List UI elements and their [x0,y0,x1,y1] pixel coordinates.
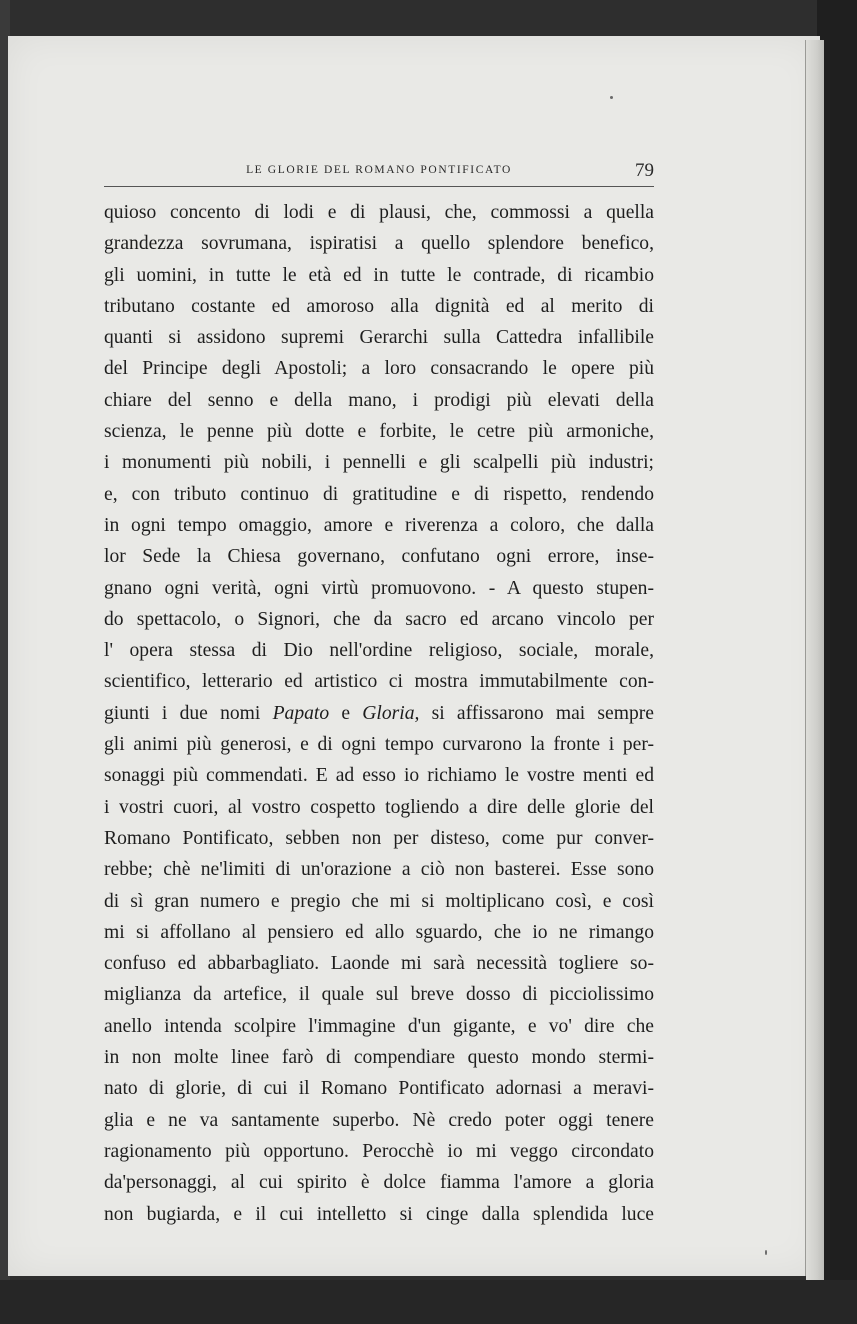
text-line: rebbe; chè ne'limiti di un'orazione a ciò non basterei. Esse sono [104,859,654,881]
text-line: lor Sede la Chiesa governano, confutano ogni errore, inse- [104,546,654,568]
text-line: e, con tributo continuo di gratitudine e di rispetto, rendendo [104,483,654,505]
text-line: glia e ne va santamente superbo. Nè credo poter oggi tenere [104,1109,654,1131]
paper-speck [610,96,613,99]
text-line: gnano ogni verità, ogni virtù promuovono. - A questo stupen- [104,577,654,599]
text-line: non bugiarda, e il cui intelletto si cinge dalla splendida luce [104,1203,654,1225]
text-line: del Principe degli Apostoli; a loro consacrando le opere più [104,358,654,380]
text-line: ragionamento più opportuno. Perocchè io mi veggo circondato [104,1140,654,1162]
text-line-with-italics [104,698,654,729]
text-line: quioso concento di lodi e di plausi, che, commossi a quella [104,202,654,223]
text-line: i vostri cuori, al vostro cospetto togliendo a dire delle glorie del [104,796,654,818]
italic-term-gloria: Gloria, [362,702,420,724]
text-segment: si affissarono mai sempre [419,702,654,724]
paper-speck [765,1250,767,1255]
text-line: i monumenti più nobili, i pennelli e gli scalpelli più industri; [104,452,654,474]
text-line: miglianza da artefice, il quale sul breve dosso di picciolissimo [104,984,654,1006]
text-line: in ogni tempo omaggio, amore e riverenza a coloro, che dalla [104,514,654,536]
italic-term-papato: Papato [272,702,330,724]
text-line: in non molte linee farò di compendiare questo mondo stermi- [104,1047,654,1069]
text-line: confuso ed abbarbagliato. Laonde mi sarà necessità togliere so- [104,953,654,975]
text-line: mi si affollano al pensiero ed allo sguardo, che io ne rimango [104,921,654,943]
text-line: anello intenda scolpire l'immagine d'un gigante, e vo' dire che [104,1015,654,1037]
text-line: gli animi più generosi, e di ogni tempo curvarono la fronte i per- [104,734,654,756]
running-head [104,160,654,184]
text-segment: giunti i due nomi [104,702,273,724]
page-edge-line [805,40,806,1276]
text-line: tributano costante ed amoroso alla dignità ed al merito di [104,295,654,317]
text-line: di sì gran numero e pregio che mi si moltiplicano così, e così [104,890,654,912]
text-segment: e [329,702,363,724]
running-head-title: LE GLORIE DEL ROMANO PONTIFICATO [246,164,512,176]
text-line: chiare del senno e della mano, i prodigi più elevati della [104,389,654,411]
text-line: l' opera stessa di Dio nell'ordine religioso, sociale, morale, [104,640,654,662]
page-number: 79 [635,160,654,181]
text-line: da'personaggi, al cui spirito è dolce fiamma l'amore a gloria [104,1172,654,1194]
text-line: quanti si assidono supremi Gerarchi sulla Cattedra infallibile [104,327,654,349]
text-line: scientifico, letterario ed artistico ci mostra immutabilmente con- [104,671,654,693]
text-line: nato di glorie, di cui il Romano Pontificato adornasi a meravi- [104,1078,654,1100]
text-line: scienza, le penne più dotte e forbite, le cetre più armoniche, [104,421,654,443]
text-line: grandezza sovrumana, ispiratisi a quello splendore benefico, [104,233,654,255]
text-line: sonaggi più commendati. E ad esso io richiamo le vostre menti ed [104,765,654,787]
scan-bottom-border [0,1280,857,1324]
page-edge-shadow [806,40,824,1280]
text-line: gli uomini, in tutte le età ed in tutte le contrade, di ricambio [104,264,654,286]
text-line: Romano Pontificato, sebben non per disteso, come pur conver- [104,827,654,849]
body-text [104,197,654,1230]
text-line: do spettacolo, o Signori, che da sacro ed arcano vincolo per [104,608,654,630]
header-rule [104,186,654,187]
